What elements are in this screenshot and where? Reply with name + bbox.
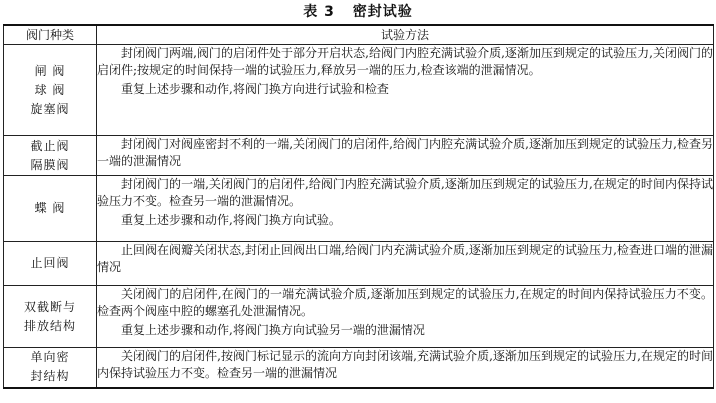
table-row [4,136,714,176]
method-paragraph: 止回阀在阀瓣关闭状态,封闭止回阀出口端,给阀门内充满试验介质,逐渐加压到规定的试验压力,检查进口端的泄漏情况 [97,243,713,274]
test-method-cell [97,136,714,176]
valve-type-line: 闸 阀 [34,63,66,78]
table-row [4,176,714,242]
table-row [4,242,714,286]
test-method-cell [97,176,714,242]
test-method-cell [97,348,714,388]
test-method-cell [97,242,714,286]
valve-type-cell [4,136,97,176]
header-test-method: 试验方法 [97,25,714,45]
valve-type-cell [4,348,97,388]
valve-type-line: 球 阀 [34,82,66,97]
valve-type-line: 单向密 [30,350,70,365]
valve-type-line: 隔膜阀 [30,157,70,172]
method-paragraph: 重复上述步骤和动作,将阀门换方向试验另一端的泄漏情况 [121,323,425,337]
test-method-cell [97,45,714,136]
table-row [4,286,714,348]
method-paragraph: 关闭阀门的启闭件,按阀门标记显示的流向方向封闭该端,充满试验介质,逐渐加压到规定的试验压力,在规定的时间内保持试验压力不变。检查另一端的泄漏情况 [97,349,713,380]
valve-type-line: 排放结构 [23,318,76,333]
valve-type-line: 封结构 [30,369,70,384]
valve-type-line: 蝶 阀 [34,201,66,215]
header-row [4,25,714,45]
method-paragraph: 重复上述步骤和动作,将阀门换方向试验。 [121,213,341,227]
valve-type-cell [4,286,97,348]
valve-type-line: 旋塞阀 [30,101,70,116]
method-paragraph: 重复上述步骤和动作,将阀门换方向进行试验和检查 [121,82,389,96]
table-title [0,2,716,22]
method-paragraph: 封闭阀门两端,阀门的启闭件处于部分开启状态,给阀门内腔充满试验介质,逐渐加压到规定的试验压力,关闭阀门的启闭件;按规定的时间保持一端的试验压力,释放另一端的压力,检查该端的泄漏情况。 [97,46,713,77]
valve-type-line: 双截断与 [23,299,76,314]
header-valve-type: 阀门种类 [4,25,97,45]
valve-type-cell [4,242,97,286]
valve-type-cell [4,45,97,136]
table-number: 表 3 [303,4,335,20]
method-paragraph: 关闭阀门的启闭件,在阀门的一端充满试验介质,逐渐加压到规定的试验压力,在规定的时间内保持试验压力不变。检查两个阀座中腔的螺塞孔处泄漏情况。 [97,287,713,318]
valve-type-line: 截止阀 [30,138,70,153]
method-paragraph: 封闭阀门对阀座密封不利的一端,关闭阀门的启闭件,给阀门内腔充满试验介质,逐渐加压到规定的试验压力,检查另一端的泄漏情况 [97,137,713,168]
valve-type-cell [4,176,97,242]
valve-type-line: 止回阀 [30,256,70,270]
table-name: 密封试验 [352,4,413,20]
table-row [4,348,714,388]
test-method-cell [97,286,714,348]
table-row [4,45,714,136]
seal-test-table [3,24,714,389]
method-paragraph: 封闭阀门的一端,关闭阀门的启闭件,给阀门内腔充满试验介质,逐渐加压到规定的试验压力,在规定的时间内保持试验压力不变。检查另一端的泄漏情况。 [97,177,713,208]
